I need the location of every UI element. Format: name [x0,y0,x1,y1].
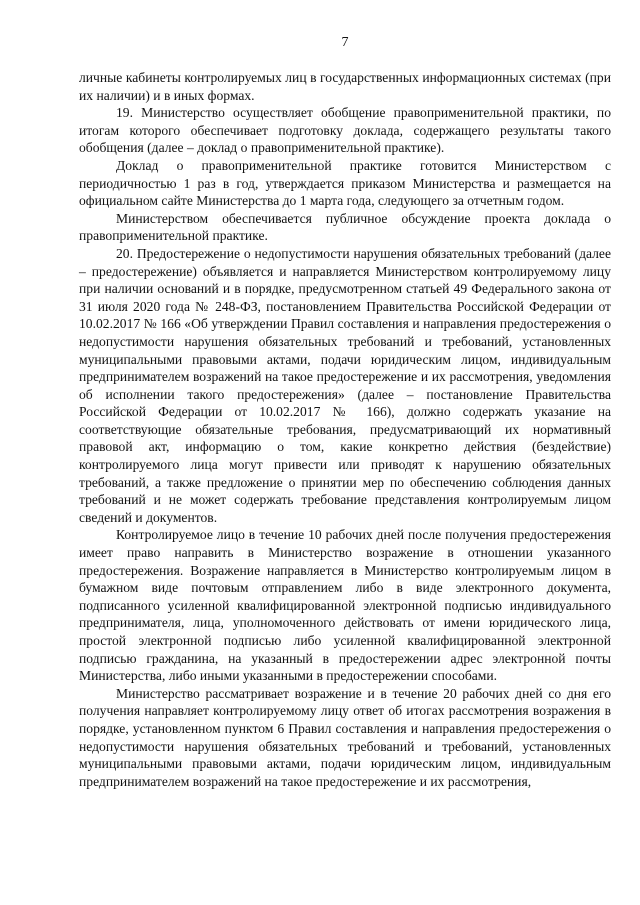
page-number: 7 [341,35,349,50]
paragraph-report-frequency: Доклад о правоприменительной практике готовится Министерством с периодичностью 1 раз в год, утверждается приказом Министерства и размещается на официальном сайте Министерства до 1 марта года, следующего за отчетным годом. [79,157,611,209]
paragraph-objection-review: Министерство рассматривает возражение и в течение 20 рабочих дней со дня его получения направляет контролируемому лицу ответ об итогах рассмотрения возражения в порядке, установленном пунктом 6 Правил составления и направления предостережения о недопустимости нарушения обязательных требований и требований, установленных муниципальными правовыми актами, подачи юридическим лицом, индивидуальным предпринимателем возражений на такое предостережение и их рассмотрения, [79,685,611,789]
paragraph-item-20: 20. Предостережение о недопустимости нарушения обязательных требований (далее – предостережение) объявляется и направляется Министерством контролируемому лицу при наличии оснований и в порядке, предусмотренном статьей 49 Федерального закона от 31 июля 2020 года № 248-ФЗ, постановлением Правительства Российской Федерации от 10.02.2017 № 166 «Об утверждении Правил составления и направления предостережения о недопустимости нарушения обязательных требований и требований, установленных муниципальными правовыми актами, подачи юридическим лицом, индивидуальным предпринимателем возражений на такое предостережение и их рассмотрения, уведомления об исполнении такого предостережения» (далее – постановление Правительства Российской Федерации от 10.02.2017 № 166), должно содержать указание на соответствующие обязательные требования, предусматривающий их нормативный правовой акт, информацию о том, какие конкретно действия (бездействие) контролируемого лица могут привести или приводят к нарушению обязательных требований, а также предложение о принятии мер по обеспечению соблюдения данных требований и не может содержать требование представления контролируемым лицом сведений и документов. [79,245,611,525]
paragraph-item-19: 19. Министерство осуществляет обобщение правоприменительной практики, по итогам которого обеспечивает подготовку доклада, содержащего результаты такого обобщения (далее – доклад о правоприменительной практике). [79,105,611,156]
paragraph-public-discussion: Министерством обеспечивается публичное обсуждение проекта доклада о правоприменительной практике. [79,210,611,244]
paragraph-continuation: личные кабинеты контролируемых лиц в государственных информационных системах (при их наличии) и в иных формах. [79,70,611,103]
paragraph-objection-right: Контролируемое лицо в течение 10 рабочих дней после получения предостережения имеет право направить в Министерство возражение в отношении указанного предостережения. Возражение направляется в Министерство контролируемым лицом в бумажном виде почтовым отправлением либо в виде электронного документа, подписанного усиленной квалифицированной электронной подписью индивидуального предпринимателя, лица, уполномоченного действовать от имени юридического лица, простой электронной подписью либо усиленной квалифицированной электронной подписью гражданина, на указанный в предостережении адрес электронной почты Министерства, либо иными указанными в предостережении способами. [79,527,611,684]
document-page [79,34,611,790]
